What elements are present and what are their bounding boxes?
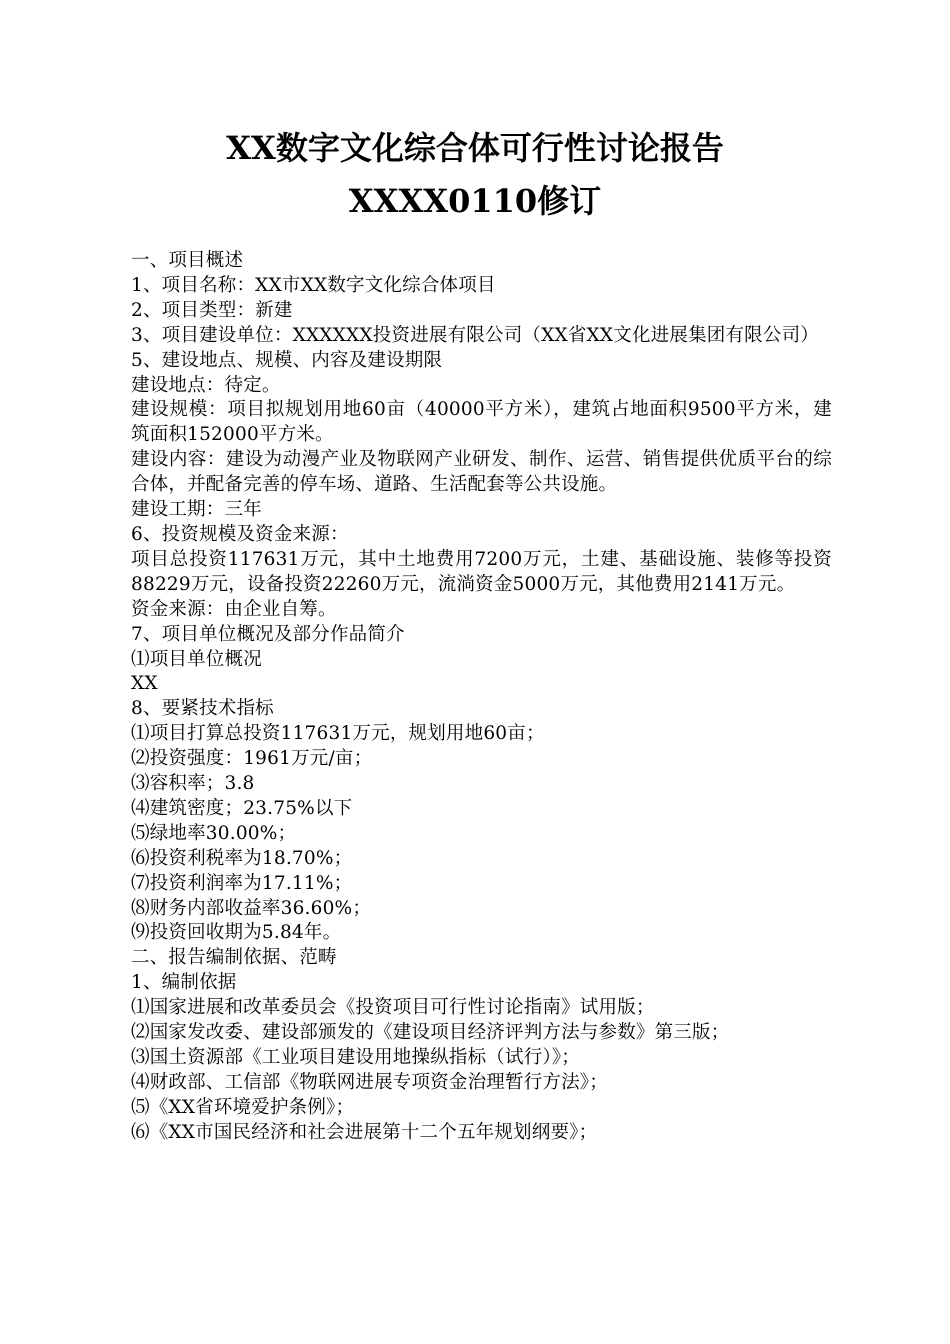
list-item: ⑼投资回收期为5.84年。 [131,922,342,944]
paragraph: XX [131,673,158,695]
list-item: ⑻财务内部收益率36.60%； [131,897,372,919]
list-item: ⑺投资利润率为17.11%； [131,872,353,894]
section-heading: 一、项目概述 [131,250,244,271]
paragraph: 1、项目名称：XX市XX数字文化综合体项目 [131,274,496,296]
paragraph: 建设规模：项目拟规划用地60亩（40000平方米），建筑占地面积9500平方米，建筑面积152000平方米。 [131,399,832,446]
list-item: ⑴项目打算总投资117631万元，规划用地60亩； [131,723,545,745]
paragraph: 建设地点：待定。 [131,374,281,396]
paragraph: 7、项目单位概况及部分作品简介 [131,623,405,645]
paragraph: 项目总投资117631万元，其中土地费用7200万元，土建、基础设施、装修等投资88229万元，设备投资22260万元，流淌资金5000万元，其他费用2141万元。 [131,548,832,595]
document-body [116,249,832,1146]
list-item: ⑶国土资源部《工业项目建设用地操纵指标（试行）》； [131,1047,581,1068]
list-item: ⑷财政部、工信部《物联网进展专项资金治理暂行方法》； [131,1071,608,1093]
list-item: ⑸绿地率30.00%； [131,822,297,844]
list-item: ⑴国家进展和改革委员会《投资项目可行性讨论指南》试用版； [131,997,655,1019]
section-heading: 二、报告编制依据、范畴 [131,947,337,969]
paragraph: 资金来源：由企业自筹。 [131,598,337,620]
paragraph: 8、要紧技术指标 [131,698,274,720]
list-item: ⑴项目单位概况 [131,648,262,670]
paragraph: 建设内容：建设为动漫产业及物联网产业研发、制作、运营、销售提供优质平台的综合体，并配备完善的停车场、道路、生活配套等公共设施。 [131,449,832,496]
list-item: ⑷建筑密度；23.75%以下 [131,797,353,819]
paragraph: 6、投资规模及资金来源： [131,523,349,545]
list-item: ⑹《XX市国民经济和社会进展第十二个五年规划纲要》； [131,1121,598,1143]
list-item: ⑸《XX省环境爱护条例》； [131,1096,355,1118]
paragraph: 5、建设地点、规模、内容及建设期限 [131,349,443,371]
document-title: XX数字文化综合体可行性讨论报告 [226,129,724,167]
list-item: ⑹投资利税率为18.70%； [131,847,353,869]
paragraph: 3、项目建设单位：XXXXXX投资进展有限公司（XX省XX文化进展集团有限公司） [131,324,819,346]
paragraph: 1、编制依据 [131,972,237,994]
list-item: ⑵投资强度：1961万元/亩； [131,748,373,770]
list-item: ⑶容积率；3.8 [131,773,255,795]
list-item: ⑵国家发改委、建设部颁发的《建设项目经济评判方法与参数》第三版； [131,1022,730,1044]
paragraph: 建设工期：三年 [131,499,262,521]
paragraph: 2、项目类型：新建 [131,299,293,321]
document-subtitle: XXXX0110修订 [348,182,602,220]
